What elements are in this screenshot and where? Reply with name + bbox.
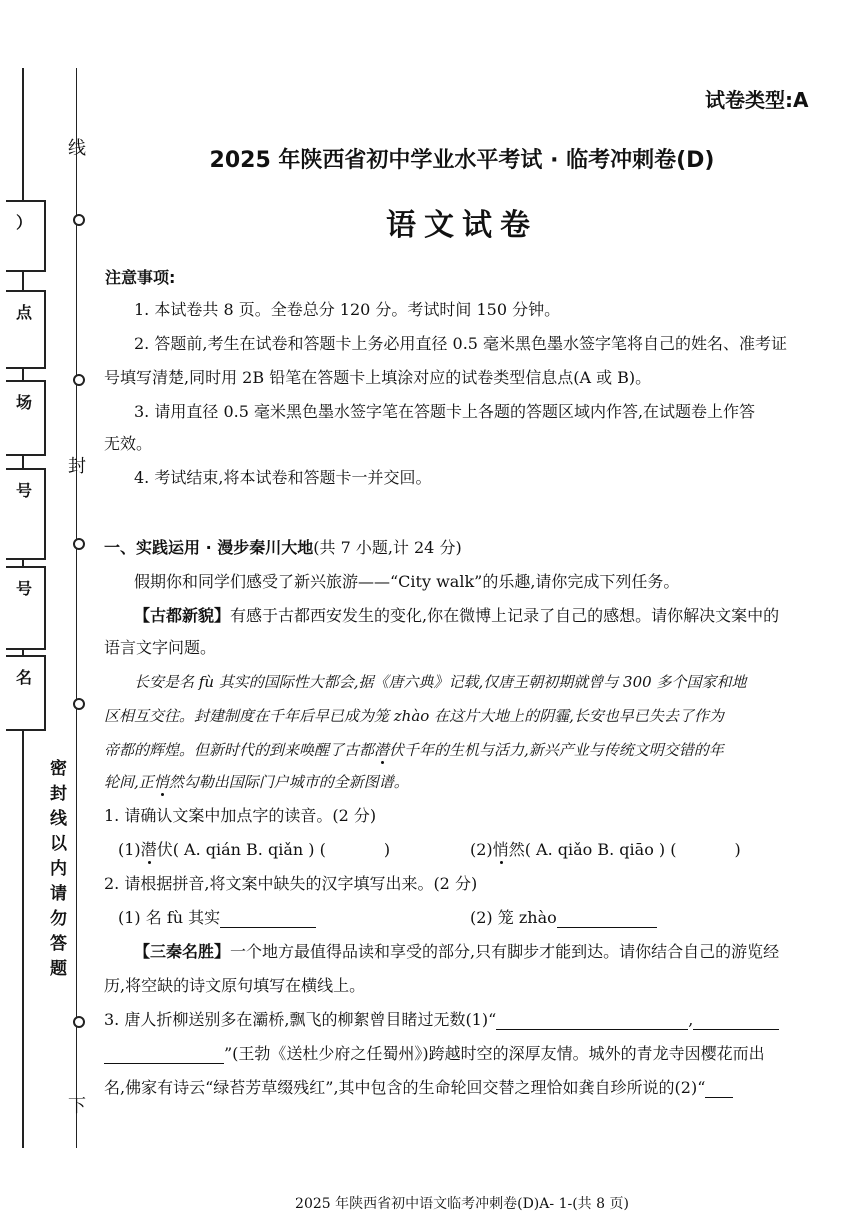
task-1-tag: 【古都新貌】 [134, 606, 231, 625]
margin-circle-5 [73, 1016, 85, 1028]
dotted-char: 悄 [492, 840, 509, 859]
answer-blank[interactable] [693, 1013, 779, 1030]
notice-item-3-line-1: 3. 请用直径 0.5 毫米黑色墨水签字笔在答题卡上各题的答题区域内作答,在试题卷上作答 [134, 402, 756, 421]
option-close: ) [383, 840, 391, 859]
answer-blank[interactable] [104, 1047, 224, 1064]
info-box-1: ） [6, 200, 46, 272]
notice-item-2-line-1: 2. 答题前,考生在试卷和答题卡上务必用直径 0.5 毫米黑色墨水签字笔将自己的姓名、准考证 [134, 334, 788, 353]
dotted-char-qiao: 悄 [153, 773, 169, 791]
question-text: ”(王勃《送杜少府之任蜀州》)跨越时空的深厚友情。城外的青龙寺因樱花而出 [224, 1044, 765, 1063]
notice-heading: 注意事项: [105, 268, 176, 287]
margin-circle-4 [73, 698, 85, 710]
task-2-line-2: 历,将空缺的诗文原句填写在横线上。 [104, 976, 366, 995]
task-1-text: 有感于古都西安发生的变化,你在微博上记录了自己的感想。请你解决文案中的 [230, 606, 780, 625]
margin-char-seal: 封 [68, 456, 86, 477]
question-3-line-1 [104, 1010, 779, 1030]
question-2-option-2 [470, 908, 657, 928]
passage-text: 帝都的辉煌。但新时代的到来唤醒了古都 [104, 741, 375, 759]
margin-circle-1 [73, 214, 85, 226]
question-1-option-1 [118, 840, 390, 860]
question-1-option-2 [470, 840, 741, 860]
question-text: 3. 唐人折柳送别多在灞桥,飘飞的柳絮曾目睹过无数(1)“ [104, 1010, 497, 1029]
seal-warning-text: 密封线以内请勿答题 [50, 759, 67, 979]
margin-char-line: 线 [68, 138, 86, 159]
margin-circle-2 [73, 374, 85, 386]
question-3-line-3 [104, 1078, 733, 1098]
question-2-option-1 [118, 908, 316, 928]
passage-line-4 [104, 772, 409, 792]
answer-blank[interactable] [557, 911, 657, 928]
option-text: 伏( A. qián B. qiǎn ) ( [156, 840, 326, 859]
notice-item-1: 1. 本试卷共 8 页。全卷总分 120 分。考试时间 150 分钟。 [134, 300, 561, 319]
info-box-5: 号 [6, 566, 46, 650]
option-text: (2) 笼 zhào [470, 908, 557, 927]
task-2-line-1 [134, 942, 779, 962]
question-1: 1. 请确认文案中加点字的读音。(2 分) [104, 806, 377, 825]
question-2: 2. 请根据拼音,将文案中缺失的汉字填写出来。(2 分) [104, 874, 478, 893]
question-text: 名,佛家有诗云“绿苔芳草缀残红”,其中包含的生命轮回交替之理恰如龚自珍所说的(2)“ [104, 1078, 706, 1097]
option-text: 然( A. qiǎo B. qiāo ) ( [508, 840, 677, 859]
section-1-heading [104, 538, 462, 558]
passage-line-1: 长安是名 fù 其实的国际性大都会,据《唐六典》记载,仅唐王朝初期就曾与 300 多个国家和地 [134, 673, 747, 691]
margin-char-bottom: 下 [68, 1096, 86, 1117]
task-2-text: 一个地方最值得品读和享受的部分,只有脚步才能到达。请你结合自己的游览经 [230, 942, 780, 961]
notice-item-2-line-2: 号填写清楚,同时用 2B 铅笔在答题卡上填涂对应的试卷类型信息点(A 或 B)。 [104, 368, 652, 387]
task-1-line-1 [134, 606, 779, 626]
option-prefix: (2) [470, 840, 493, 859]
option-close: ) [734, 840, 741, 859]
answer-blank[interactable] [496, 1013, 688, 1030]
question-text: , [688, 1010, 694, 1029]
margin-circle-3 [73, 538, 85, 550]
passage-text: 伏千年的生机与活力,新兴产业与传统文明交错的年 [389, 741, 724, 759]
question-3-line-2 [104, 1044, 765, 1064]
info-box-3: 场 [6, 380, 46, 456]
section-1-intro: 假期你和同学们感受了新兴旅游——“City walk”的乐趣,请你完成下列任务。 [134, 572, 680, 591]
page-footer: 2025 年陕西省初中语文临考冲刺卷(D)A- 1-(共 8 页) [295, 1196, 629, 1212]
passage-line-2: 区相互交往。封建制度在千年后早已成为笼 zhào 在这片大地上的阴霾,长安也早已失去了作为 [104, 707, 724, 725]
answer-blank[interactable] [220, 911, 316, 928]
notice-item-4: 4. 考试结束,将本试卷和答题卡一并交回。 [134, 468, 432, 487]
notice-item-3-line-2: 无效。 [104, 434, 153, 453]
option-text: (1) 名 fù 其实 [118, 908, 221, 927]
margin-line-dashed [76, 68, 77, 1148]
dotted-char: 潜 [140, 840, 157, 859]
task-2-tag: 【三秦名胜】 [134, 942, 231, 961]
answer-blank[interactable] [705, 1081, 733, 1098]
exam-title: 2025 年陕西省初中学业水平考试 · 临考冲刺卷(D) [209, 148, 715, 173]
passage-line-3 [104, 740, 724, 760]
info-box-4: 号 [6, 468, 46, 560]
info-box-2: 点 [6, 290, 46, 369]
subject-title: 语文试卷 [386, 208, 538, 243]
section-1-title: 一、实践运用 · 漫步秦川大地 [104, 538, 314, 557]
section-1-note: (共 7 小题,计 24 分) [313, 538, 462, 557]
dotted-char-qian: 潜 [374, 741, 390, 759]
passage-text: 然勾勒出国际门户城市的全新图谱。 [168, 773, 409, 791]
passage-text: 轮间,正 [104, 773, 154, 791]
option-prefix: (1) [118, 840, 141, 859]
info-box-6: 名 [6, 655, 46, 731]
task-1-line-2: 语言文字问题。 [104, 638, 217, 657]
exam-type-label: 试卷类型:A [705, 88, 809, 112]
